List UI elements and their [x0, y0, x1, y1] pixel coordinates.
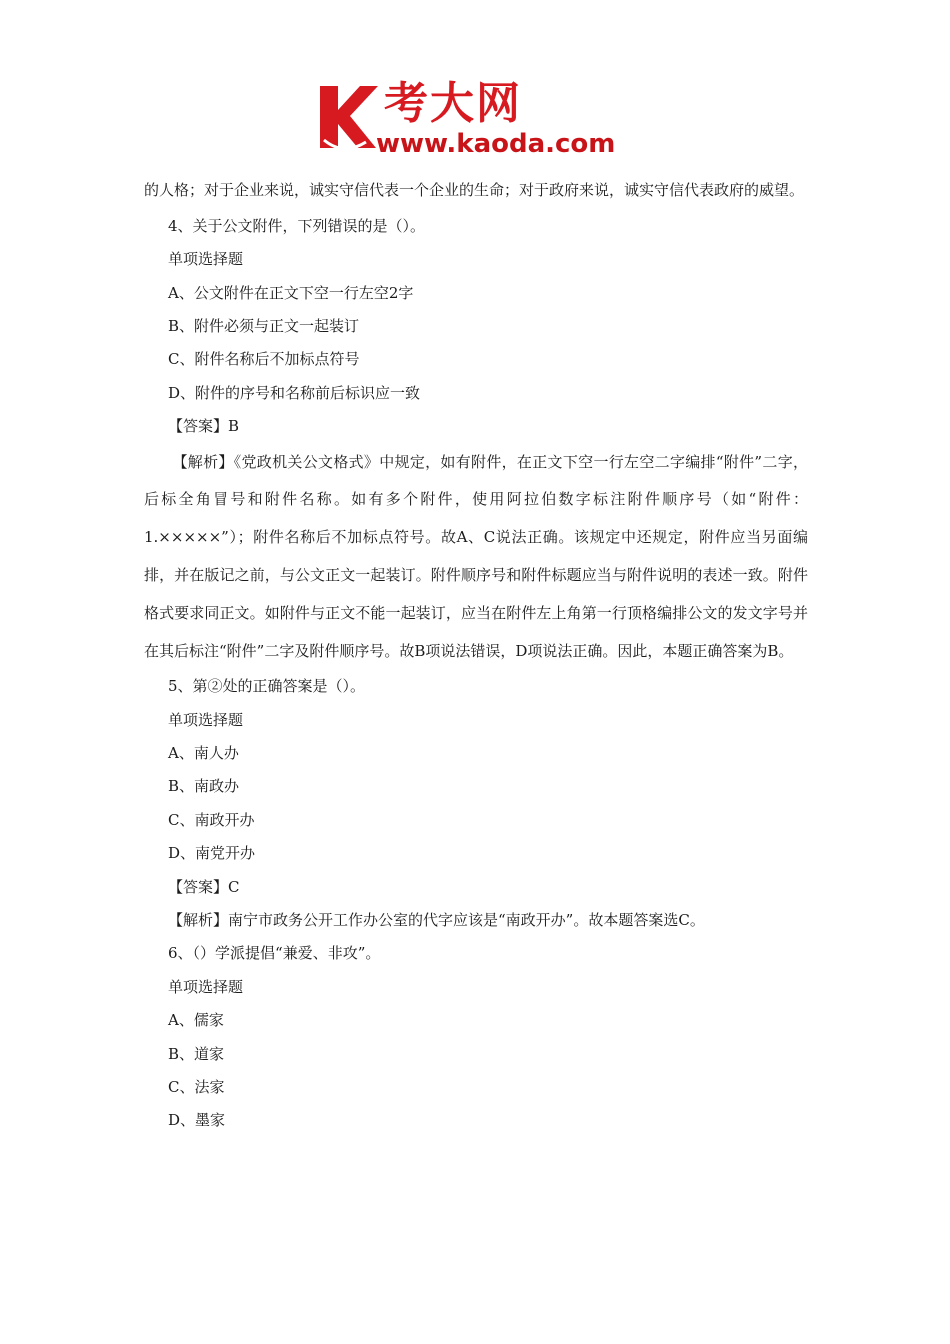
logo-url: www.kaoda.com — [376, 129, 616, 159]
question-5-analysis: 【解析】南宁市政务公开工作办公室的代字应该是“南政开办”。故本题答案选C。 — [168, 911, 705, 930]
question-5: 5、第②处的正确答案是（）。 — [168, 677, 366, 696]
question-5-option-a: A、南人办 — [168, 744, 239, 763]
question-4-option-c: C、附件名称后不加标点符号 — [168, 350, 360, 369]
question-5-option-b: B、南政办 — [168, 777, 240, 796]
intro-paragraph: 的人格；对于企业来说，诚实守信代表一个企业的生命；对于政府来说，诚实守信代表政府的威望。 — [144, 181, 805, 199]
question-6-type: 单项选择题 — [168, 977, 244, 996]
k-logo-icon — [314, 82, 380, 152]
question-4-option-a: A、公文附件在正文下空一行左空2字 — [168, 283, 414, 302]
document-body — [144, 172, 808, 1138]
question-4-type: 单项选择题 — [168, 250, 244, 269]
question-4-analysis: 【解析】《党政机关公文格式》中规定，如有附件，在正文下空一行左空二字编排“附件”二字，后标全角冒号和附件名称。如有多个附件，使用阿拉伯数字标注附件顺序号（如“附件：1.×××××”）；附件名称后不加标点符号。故A、C说法正确。该规定中还规定，附件应当另面编排，并在版记之前，与公文正文一起装订。附件顺序号和附件标题应当与附件说明的表述一致。附件格式要求同正文。如附件与正文不能一起装订，应当在附件左上角第一行顶格编排公文的发文字号并在其后标注“附件”二字及附件顺序号。故B项说法错误，D项说法正确。因此，本题正确答案为B。 — [144, 452, 808, 660]
logo-title: 考大网 — [384, 78, 522, 129]
question-6: 6、（）学派提倡“兼爱、非攻”。 — [168, 944, 381, 963]
question-6-option-a: A、儒家 — [168, 1011, 224, 1030]
question-4-answer: 【答案】B — [168, 417, 240, 436]
question-4-option-b: B、附件必须与正文一起装订 — [168, 316, 360, 335]
question-4-option-d: D、附件的序号和名称前后标识应一致 — [168, 383, 421, 402]
question-5-option-d: D、南党开办 — [168, 844, 256, 863]
question-5-option-c: C、南政开办 — [168, 810, 255, 829]
question-6-option-b: B、道家 — [168, 1044, 225, 1063]
kaoda-logo — [314, 78, 644, 164]
question-6-option-d: D、墨家 — [168, 1111, 226, 1130]
question-5-answer: 【答案】C — [168, 877, 240, 896]
question-6-option-c: C、法家 — [168, 1078, 225, 1096]
question-5-type: 单项选择题 — [168, 710, 244, 729]
question-4: 4、关于公文附件，下列错误的是（）。 — [168, 216, 426, 235]
